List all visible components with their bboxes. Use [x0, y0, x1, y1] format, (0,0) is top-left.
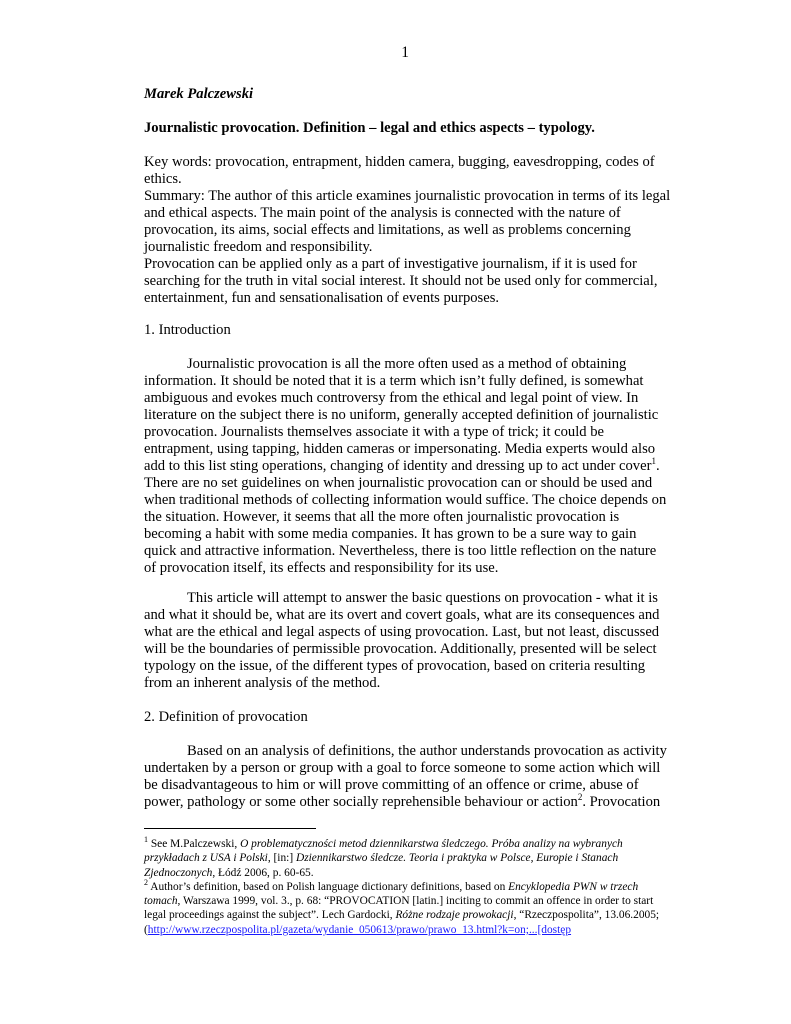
definition-paragraph-1: Based on an analysis of definitions, the author understands provocation as activity undertaken by a person or group with a goal to force someone to some action which will be disadvantageous to him or will prove committing of an offence or crime, abuse of power, pathology or some other socially reprehensible behaviour or action$^2$. Provocation	[144, 743, 667, 810]
footnote-1: $^1$ See M.Palczewski, O problematyczności metod dziennikarstwa śledczego. Próba analizy na wybranych przykładach z USA i Polski, [in:] Dziennikarstwo śledcze. Teoria i praktyka w Polsce, Europie i Stanach Zjednoczonych, Łódź 2006, p. 60-65.	[144, 835, 623, 879]
section-heading-definition: 2. Definition of provocation	[144, 709, 308, 725]
summary: Summary: The author of this article examines journalistic provocation in terms of its legal and ethical aspects. The main point of the analysis is connected with the nature of provocation, its aims, social effects and limitations, as well as problems concerning journalistic freedom and responsibility.	[144, 188, 671, 255]
footnote-2: $^2$ Author’s definition, based on Polish language dictionary definitions, based on Encyklopedia PWN w trzech tomach, Warszawa 1999, vol. 3., p. 68: “PROVOCATION [latin.] inciting to commit an offence in order to start legal proceedings against the subject”. Lech Gardocki, Różne rodzaje prowokacji, “Rzeczpospolita”, 13.06.2005; (http://www.rzeczpospolita.pl/gazeta/wydanie_050613/prawo/prawo_13.html?k=on;...[dostęp	[144, 878, 660, 936]
footnote-separator	[144, 828, 316, 829]
intro-paragraph-1: Journalistic provocation is all the more often used as a method of obtaining information. It should be noted that it is a term which isn’t fully defined, is somewhat ambiguous and evokes much controversy from the ethical and legal point of view. In literature on the subject there is no uniform, generally accepted definition of journalistic provocation. Journalists themselves associate it with a type of trick; it could be entrapment, using tapping, hidden cameras or impersonating. Media experts would also add to this list sting operations, changing of identity and dressing up to act under cover$^1$. There are no set guidelines on when journalistic provocation can or should be used and when traditional methods of collecting information would suffice. The choice depends on the situation. However, it seems that all the more often journalistic provocation is becoming a habit with some media companies. It has grown to be a sure way to gain quick and attractive information. Nevertheless, there is too little reflection on the nature of provocation itself, its effects and responsibility for its use.	[144, 356, 667, 576]
paper-title: Journalistic provocation. Definition – legal and ethics aspects – typology.	[144, 120, 595, 136]
keywords: Key words: provocation, entrapment, hidden camera, bugging, eavesdropping, codes of ethics.	[144, 154, 655, 187]
footnote-ref-1[interactable]: 1	[651, 456, 656, 467]
section-heading-introduction: 1. Introduction	[144, 322, 231, 338]
author-name: Marek Palczewski	[144, 86, 254, 102]
intro-paragraph-2: This article will attempt to answer the basic questions on provocation - what it is and what it should be, what are its overt and covert goals, what are its consequences and what are the ethical and legal aspects of using provocation. Last, but not least, discussed will be the boundaries of permissible provocation. Additionally, presented will be select typology on the issue, of the different types of provocation, based on criteria resulting from an inherent analysis of the method.	[144, 590, 660, 691]
page-number: 1	[401, 44, 409, 61]
abstract-block	[144, 154, 672, 307]
summary-continued: Provocation can be applied only as a part of investigative journalism, if it is used for searching for the truth in vital social interest. It should not be used only for commercial, entertainment, fun and sensationalisation of events purposes.	[144, 256, 658, 306]
footnote-ref-2[interactable]: 2	[577, 792, 583, 803]
footnotes	[144, 837, 672, 937]
footnote-2-link[interactable]: http://www.rzeczpospolita.pl/gazeta/wydanie_050613/prawo/prawo_13.html?k=on;...[dostęp	[147, 923, 572, 936]
